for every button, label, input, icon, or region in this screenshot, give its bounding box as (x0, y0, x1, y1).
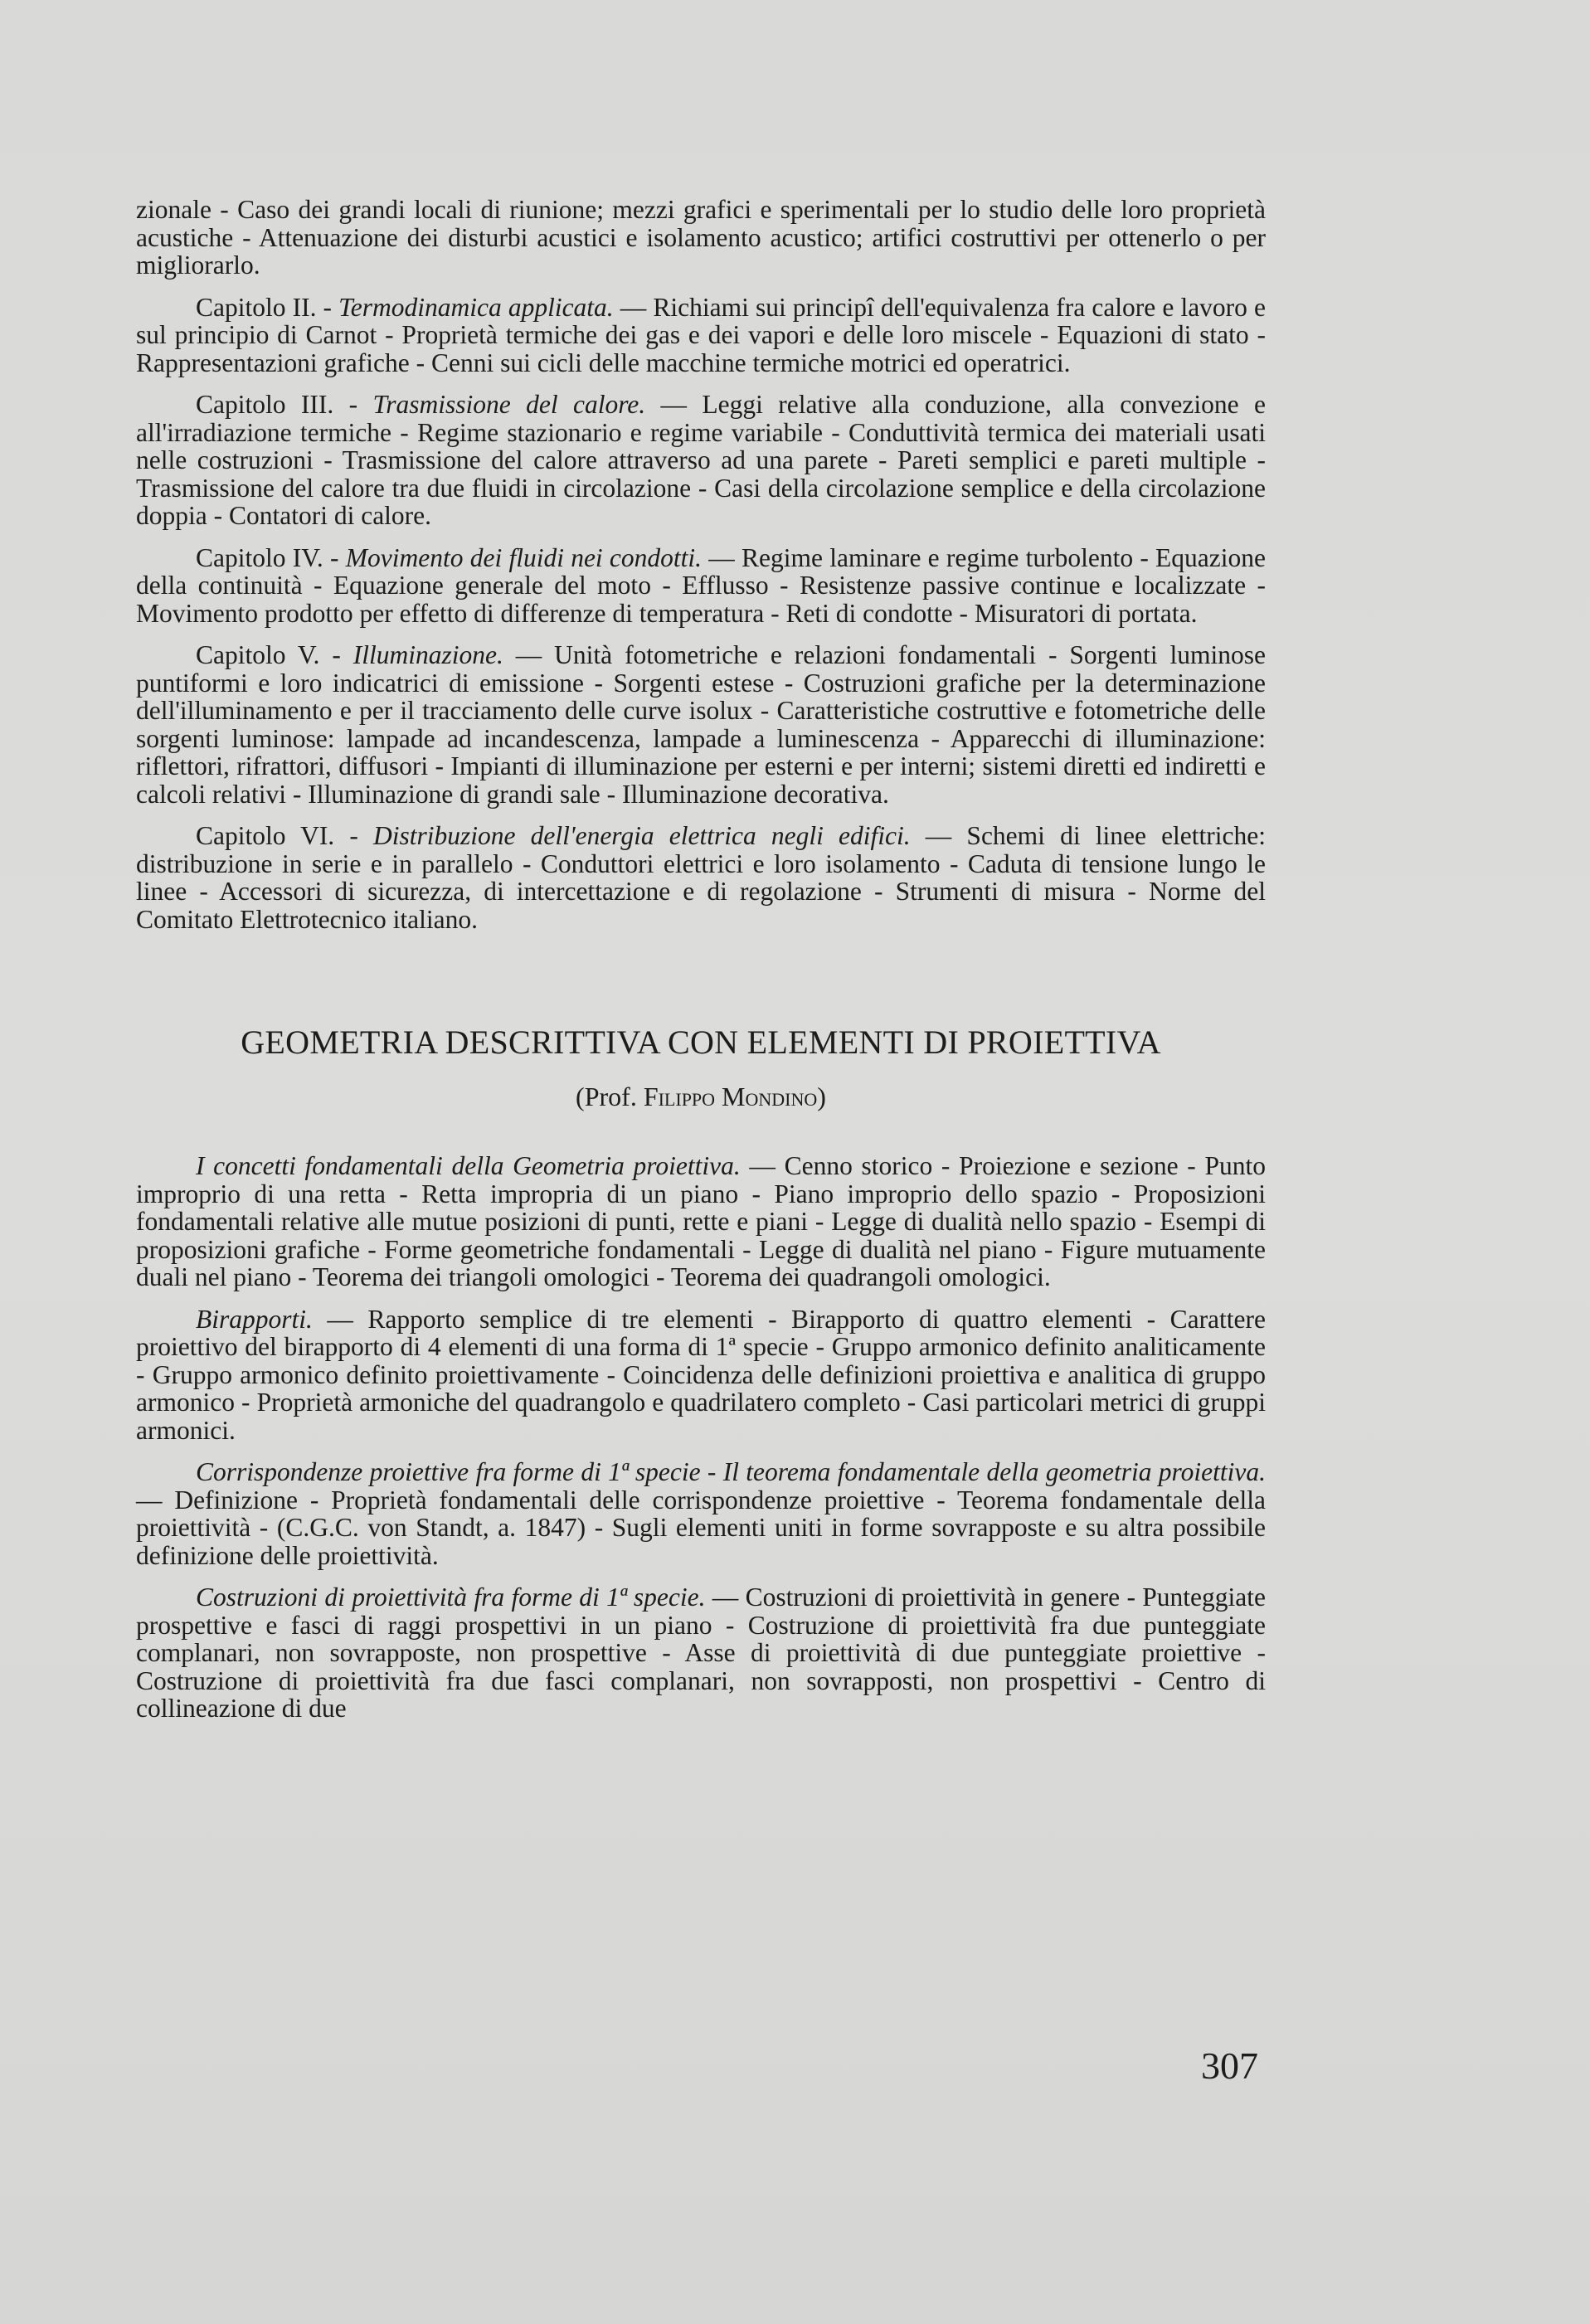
chapter-title: Distribuzione dell'energia elettrica negli edifici. (372, 821, 911, 850)
topic-concetti (136, 1152, 1266, 1291)
chapter-3 (136, 391, 1266, 530)
topic-text: — Costruzioni di proiettività in genere - Punteggiate prospettive e fasci di raggi prospettivi in un piano - Costruzione di proiettività fra due punteggiate complanari, non sovrapposte, non prospettive - Asse di proiettività di due punteggiate proiettive - Costruzione di proiettività fra due fasci complanari, non sovrapposti, non prospettivi - Centro di collineazione di due (136, 1583, 1266, 1723)
author-name: Filippo Mondino (643, 1082, 818, 1111)
body-text (136, 196, 1266, 1737)
chapter-text: — Schemi di linee elettriche: distribuzione in serie e in parallelo - Conduttori elettrici e loro isolamento - Caduta di tensione lungo le linee - Accessori di sicurezza, di intercettazione e di regolazione - Strumenti di misura - Norme del Comitato Elettrotecnico italiano. (136, 821, 1266, 934)
chapter-6 (136, 822, 1266, 933)
topic-birapporti (136, 1305, 1266, 1445)
chapter-4 (136, 544, 1266, 628)
topic-text: — Definizione - Proprietà fondamentali delle corrispondenze proiettive - Teorema fondamentale della proiettività - (C.G.C. von Standt, a. 1847) - Sugli elementi uniti in forme sovrapposte e su altra possibile definizione delle proiettività. (136, 1485, 1266, 1570)
chapter-title: Illuminazione. (353, 640, 503, 669)
topic-title: I concetti fondamentali della Geometria proiettiva. (196, 1151, 741, 1180)
chapter-text: — Richiami sui principî dell'equivalenza fra calore e lavoro e sul principio di Carnot - Proprietà termiche dei gas e dei vapori e delle loro miscele - Equazioni di stato - Rappresentazioni grafiche - Cenni sui cicli delle macchine termiche motrici ed operatrici. (136, 292, 1266, 377)
chapter-label: Capitolo II. - (196, 292, 339, 322)
chapter-text: — Regime laminare e regime turbolento - Equazione della continuità - Equazione generale del moto - Efflusso - Resistenze passive continue e localizzate - Movimento prodotto per effetto di differenze di temperatura - Reti di condotte - Misuratori di portata. (136, 542, 1266, 628)
chapter-text: — Unità fotometriche e relazioni fondamentali - Sorgenti luminose puntiformi e loro indicatrici di emissione - Sorgenti estese - Costruzioni grafiche per la determinazione dell'illuminamento e per il tracciamento delle curve isolux - Caratteristiche costruttive e fotometriche delle sorgenti luminose: lampade ad incandescenza, lampade a luminescenza - Apparecchi di illuminazione: riflettori, rifrattori, diffusori - Impianti di illuminazione per esterni e per interni; sistemi diretti ed indiretti e calcoli relativi - Illuminazione di grandi sale - Illuminazione decorativa. (136, 640, 1266, 809)
chapter-title: Movimento dei fluidi nei condotti. (345, 542, 703, 572)
continued-paragraph: zionale - Caso dei grandi locali di riunione; mezzi grafici e sperimentali per lo studio delle loro proprietà acustiche - Attenuazione dei disturbi acustici e isolamento acustico; artifici costruttivi per ottenerlo o per migliorarlo. (136, 195, 1266, 280)
topic-costruzioni (136, 1583, 1266, 1723)
author-line (136, 1082, 1266, 1112)
chapter-text: — Leggi relative alla conduzione, alla convezione e all'irradiazione termiche - Regime stazionario e regime variabile - Conduttività termica dei materiali usati nelle costruzioni - Trasmissione del calore attraverso ad una parete - Pareti semplici e pareti multiple - Trasmissione del calore tra due fluidi in circolazione - Casi della circolazione semplice e della circolazione doppia - Contatori di calore. (136, 390, 1266, 530)
topic-title: Costruzioni di proiettività fra forme di 1ª specie. (196, 1583, 706, 1612)
topic-text: — Rapporto semplice di tre elementi - Birapporto di quattro elementi - Carattere proiettivo del birapporto di 4 elementi di una forma di 1ª specie - Gruppo armonico definito analiticamente - Gruppo armonico definito proiettivamente - Coincidenza delle definizioni proiettiva e analitica di gruppo armonico - Proprietà armoniche del quadrangolo e quadrilatero completo - Casi particolari metrici di gruppi armonici. (136, 1304, 1266, 1445)
chapter-title: Termodinamica applicata. (338, 292, 614, 322)
author-suffix: ) (817, 1082, 826, 1111)
chapter-label: Capitolo V. - (196, 640, 353, 669)
chapter-title: Trasmissione del calore. (372, 390, 646, 419)
chapter-2 (136, 294, 1266, 377)
topic-text: — Cenno storico - Proiezione e sezione - Punto improprio di una retta - Retta impropria di un piano - Piano improprio dello spazio - Proposizioni fondamentali relative alle mutue posizioni di punti, rette e piani - Legge di dualità nello spazio - Esempi di proposizioni grafiche - Forme geometriche fondamentali - Legge di dualità nel piano - Figure mutuamente duali nel piano - Teorema dei triangoli omologici - Teorema dei quadrangoli omologici. (136, 1151, 1266, 1291)
page-number: 307 (1201, 2044, 1258, 2087)
chapter-5 (136, 641, 1266, 808)
topic-title: Corrispondenze proiettive fra forme di 1ª specie - Il teorema fondamentale della geometria proiettiva. (196, 1457, 1266, 1486)
chapter-label: Capitolo VI. - (196, 821, 373, 850)
topic-corrispondenze (136, 1458, 1266, 1569)
chapter-label: Capitolo IV. - (196, 542, 346, 572)
author-prefix: (Prof. (576, 1082, 644, 1111)
chapter-label: Capitolo III. - (196, 390, 373, 419)
topic-title: Birapporti. (196, 1304, 313, 1334)
section-title: GEOMETRIA DESCRITTIVA CON ELEMENTI DI PROIETTIVA (241, 1023, 1161, 1061)
